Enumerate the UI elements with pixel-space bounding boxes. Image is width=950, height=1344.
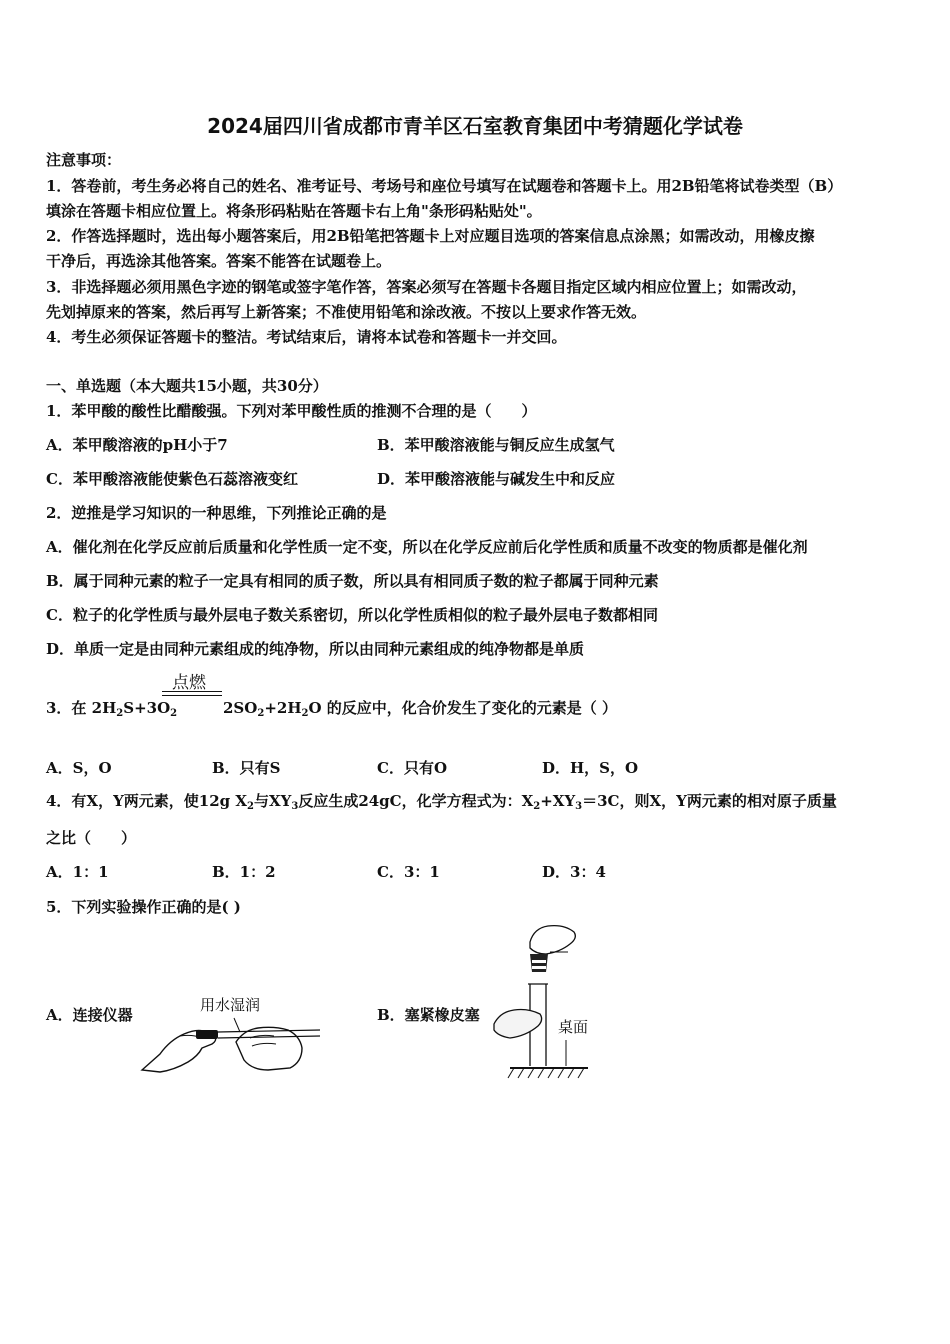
q2-option-b: B．属于同种元素的粒子一定具有相同的质子数，所以具有相同质子数的粒子都属于同种元素 bbox=[46, 572, 659, 590]
question-1-stem: 1．苯甲酸的酸性比醋酸强。下列对苯甲酸性质的推测不合理的是（ ） bbox=[46, 402, 537, 420]
page-title: 2024届四川省成都市青羊区石室教育集团中考猜题化学试卷 bbox=[207, 114, 743, 138]
q1-option-b: B．苯甲酸溶液能与铜反应生成氢气 bbox=[377, 436, 615, 454]
q5-option-a: A．连接仪器 bbox=[46, 1006, 133, 1024]
question-3-rhs: $2SO_2+2H_2O$ 的反应中，化合价发生了变化的元素是（ ） bbox=[223, 699, 617, 719]
q1-option-a: A．苯甲酸溶液的pH小于7 bbox=[46, 436, 228, 454]
figure-b-label: 桌面 bbox=[558, 1018, 589, 1036]
section-heading: 一、单选题（本大题共15小题，共30分） bbox=[46, 377, 328, 395]
notice-line: 4．考生必须保证答题卡的整洁。考试结束后，请将本试卷和答题卡一并交回。 bbox=[46, 328, 567, 346]
question-4-stem: 4．有X，Y两元素，使12g $X_2$与$XY_3$反应生成24gC，化学方程式为：$X_2+XY_3=3C$，则X，Y两元素的相对原子质量 bbox=[46, 792, 837, 812]
notice-heading: 注意事项： bbox=[46, 151, 122, 169]
figure-a-label: 用水湿润 bbox=[200, 996, 261, 1014]
reaction-condition: 点燃 bbox=[172, 673, 206, 693]
question-3-lhs: 3．在 $2H_2S+3O_2$ bbox=[46, 699, 178, 719]
question-4-stem-line2: 之比（ ） bbox=[46, 829, 137, 847]
q4-option-b: B．1：2 bbox=[212, 863, 276, 881]
q3-option-c: C．只有O bbox=[377, 759, 448, 777]
q2-option-d: D．单质一定是由同种元素组成的纯净物，所以由同种元素组成的纯净物都是单质 bbox=[46, 640, 585, 658]
q4-option-a: A．1：1 bbox=[46, 863, 109, 881]
q1-option-c: C．苯甲酸溶液能使紫色石蕊溶液变红 bbox=[46, 470, 298, 488]
q2-option-c: C．粒子的化学性质与最外层电子数关系密切，所以化学性质相似的粒子最外层电子数都相同 bbox=[46, 606, 658, 624]
equation-bar bbox=[162, 695, 222, 696]
q4-option-d: D．3：4 bbox=[542, 863, 606, 881]
q1-option-d: D．苯甲酸溶液能与碱发生中和反应 bbox=[377, 470, 616, 488]
notice-line: 1．答卷前，考生务必将自己的姓名、准考证号、考场号和座位号填写在试题卷和答题卡上。用2B铅笔将试卷类型（B） bbox=[46, 177, 843, 195]
q3-option-d: D．H，S，O bbox=[542, 759, 639, 777]
equation-bar bbox=[162, 691, 222, 692]
notice-line: 3．非选择题必须用黑色字迹的钢笔或签字笔作答，答案必须写在答题卡各题目指定区域内相应位置上；如需改动， bbox=[46, 278, 807, 296]
notice-line: 填涂在答题卡相应位置上。将条形码粘贴在答题卡右上角"条形码粘贴处"。 bbox=[46, 202, 542, 220]
stopper-test-tube-figure bbox=[490, 922, 590, 1080]
notice-line: 2．作答选择题时，选出每小题答案后，用2B铅笔把答题卡上对应题目选项的答案信息点涂黑；如需改动，用橡皮擦 bbox=[46, 227, 815, 245]
q5-option-b: B．塞紧橡皮塞 bbox=[377, 1006, 480, 1024]
question-2-stem: 2．逆推是学习知识的一种思维，下列推论正确的是 bbox=[46, 504, 387, 522]
q3-option-a: A．S，O bbox=[46, 759, 112, 777]
q3-option-b: B．只有S bbox=[212, 759, 281, 777]
q4-option-c: C．3：1 bbox=[377, 863, 440, 881]
notice-line: 干净后，再选涂其他答案。答案不能答在试题卷上。 bbox=[46, 252, 392, 270]
q2-option-a: A．催化剂在化学反应前后质量和化学性质一定不变，所以在化学反应前后化学性质和质量不改变的物质都是催化剂 bbox=[46, 538, 808, 556]
notice-line: 先划掉原来的答案，然后再写上新答案；不准使用铅笔和涂改液。不按以上要求作答无效。 bbox=[46, 303, 647, 321]
connect-instrument-figure bbox=[140, 1012, 322, 1074]
question-5-stem: 5．下列实验操作正确的是( ) bbox=[46, 898, 241, 916]
